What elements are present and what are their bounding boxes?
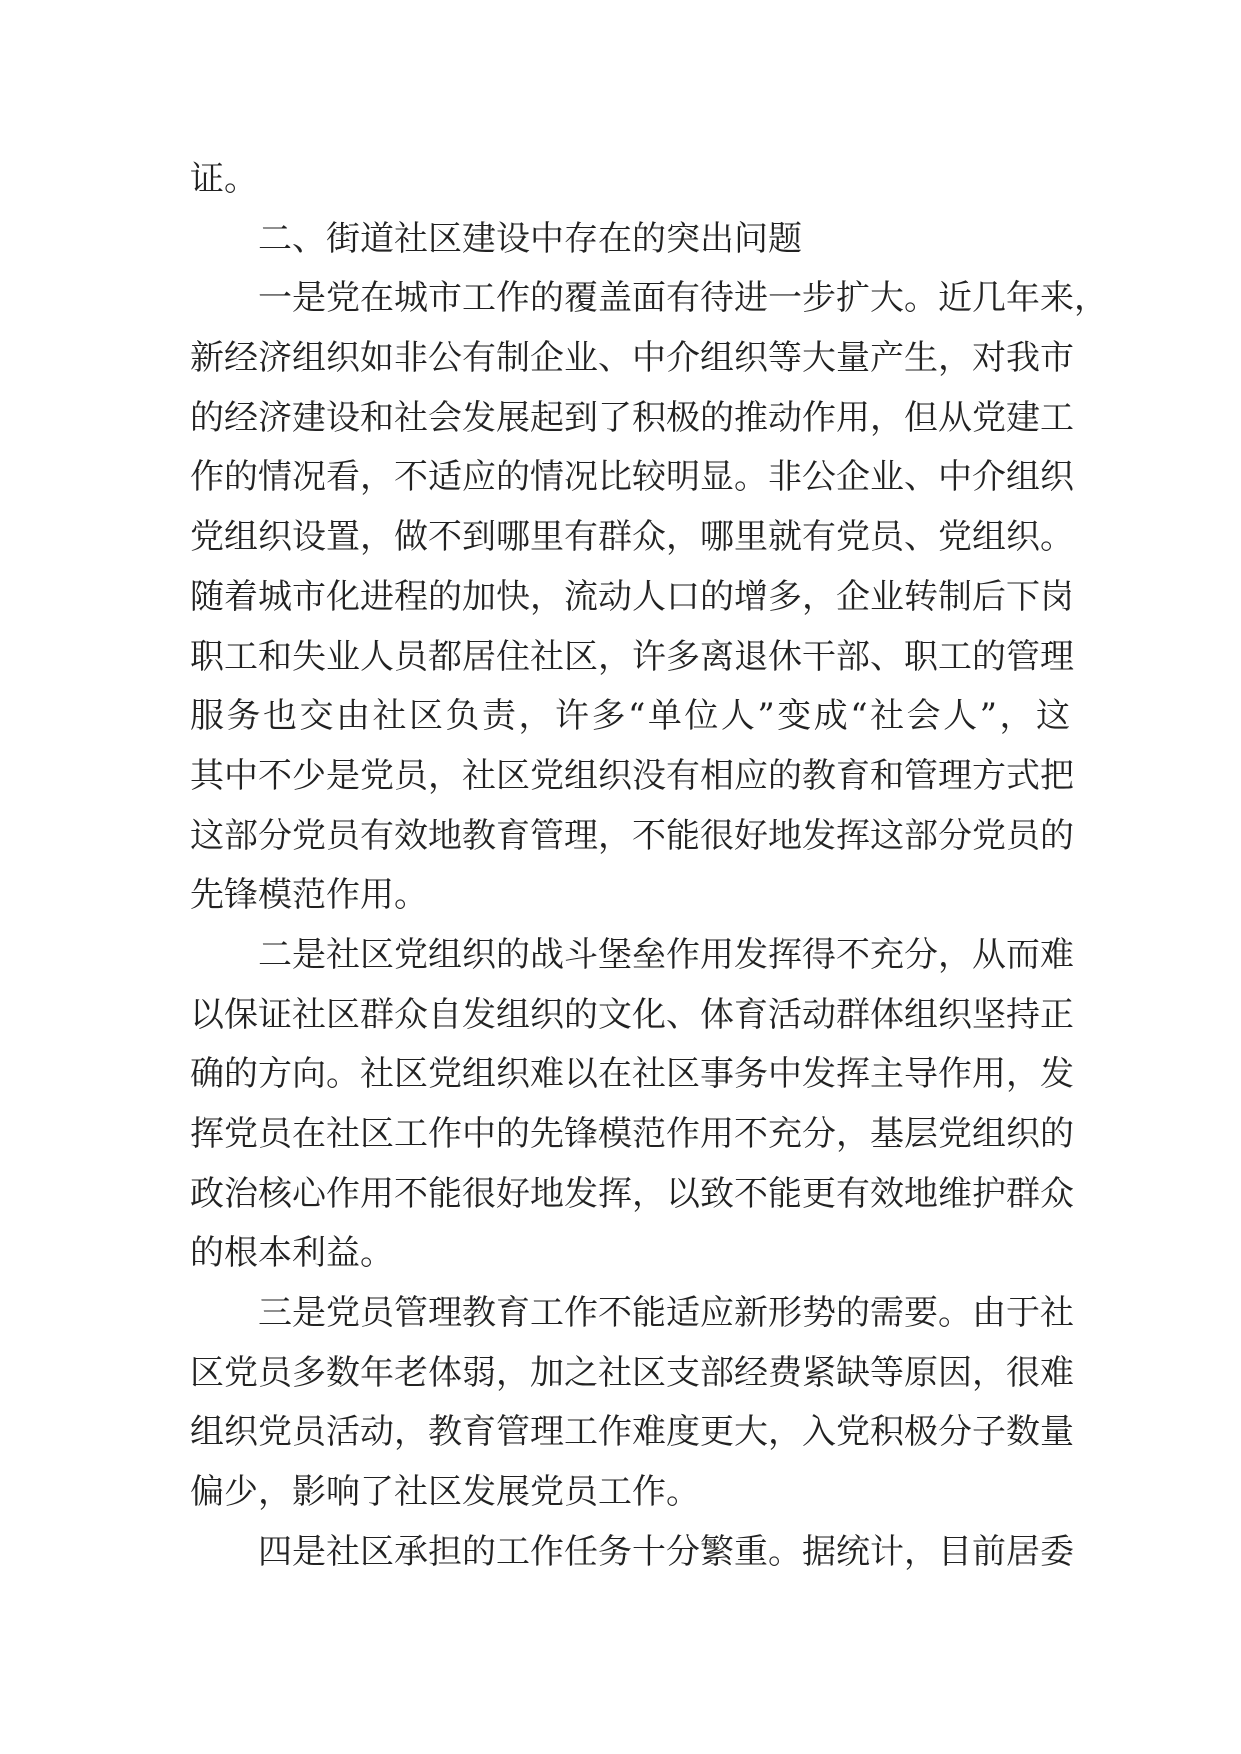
text-line: 偏少，影响了社区发展党员工作。 (190, 1472, 700, 1513)
text-line: 证。 (190, 159, 258, 199)
text-line: 挥党员在社区工作中的先锋模范作用不充分，基层党组织的 (190, 1114, 1074, 1154)
text-line: 政治核心作用不能很好地发挥，以致不能更有效地维护群众 (190, 1173, 1074, 1214)
text-line: 随着城市化进程的加快，流动人口的增多，企业转制后下岗 (190, 576, 1074, 617)
text-line: 二是社区党组织的战斗堡垒作用发挥得不充分，从而难 (258, 934, 1074, 975)
text-line: 新经济组织如非公有制企业、中介组织等大量产生，对我市 (190, 338, 1074, 379)
text-line: 二、街道社区建设中存在的突出问题 (258, 218, 802, 259)
text-line: 的根本利益。 (190, 1233, 394, 1274)
document-body (190, 150, 1108, 1583)
text-line: 四是社区承担的工作任务十分繁重。据统计，目前居委 (258, 1531, 1074, 1572)
text-line: 的经济建设和社会发展起到了积极的推动作用，但从党建工 (190, 397, 1074, 438)
text-line: 组织党员活动，教育管理工作难度更大，入党积极分子数量 (190, 1412, 1074, 1453)
text-line: 确的方向。社区党组织难以在社区事务中发挥主导作用，发 (190, 1054, 1074, 1095)
text-line: 其中不少是党员，社区党组织没有相应的教育和管理方式把 (190, 755, 1074, 796)
text-line: 一是党在城市工作的覆盖面有待进一步扩大。近几年来， (258, 278, 1108, 319)
text-line: 区党员多数年老体弱，加之社区支部经费紧缺等原因，很难 (190, 1352, 1074, 1393)
text-line: 职工和失业人员都居住社区，许多离退休干部、职工的管理 (190, 636, 1074, 677)
text-line: 先锋模范作用。 (190, 875, 428, 916)
text-line: 这部分党员有效地教育管理，不能很好地发挥这部分党员的 (190, 815, 1074, 856)
text-line: 三是党员管理教育工作不能适应新形势的需要。由于社 (258, 1293, 1074, 1334)
text-line: 以保证社区群众自发组织的文化、体育活动群体组织坚持正 (190, 994, 1074, 1035)
text-line: 作的情况看，不适应的情况比较明显。非公企业、中介组织 (190, 457, 1074, 498)
text-line: 服务也交由社区负责，许多“单位人”变成“社会人”，这 (190, 696, 1070, 737)
text-line: 党组织设置，做不到哪里有群众，哪里就有党员、党组织。 (190, 517, 1074, 558)
